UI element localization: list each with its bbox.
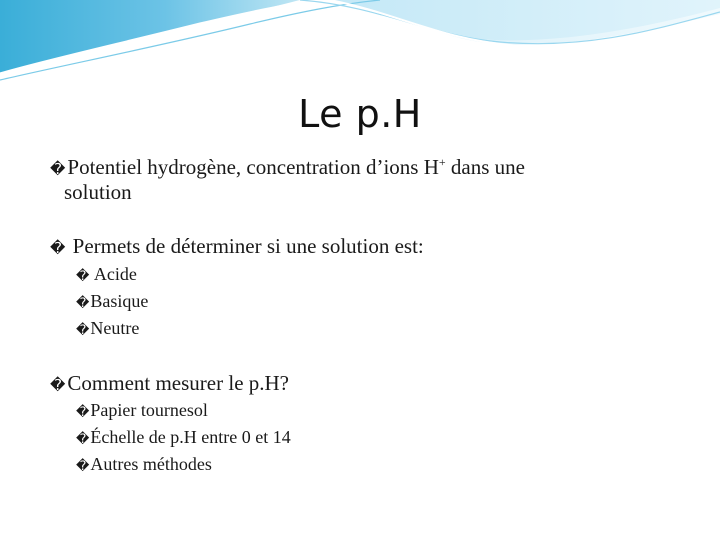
bullet-text: Permets de déterminer si une solution est: — [72, 234, 424, 258]
sub-bullet-neutre — [76, 318, 139, 341]
bullet-text-after: dans une — [450, 155, 525, 179]
bullet-text: Basique — [90, 291, 149, 311]
sub-bullet-acide — [76, 264, 137, 287]
bullet-text: Potentiel hydrogène, concentration d’ions H — [67, 155, 439, 179]
slide-title: Le p.H — [298, 92, 422, 136]
sub-bullet-echelle-ph — [76, 427, 291, 450]
bullet-text-continuation: solution — [64, 180, 132, 204]
bullet-permets-de-determiner — [50, 235, 424, 260]
sub-bullet-papier-tournesol — [76, 400, 208, 423]
bullet-glyph-icon: � — [76, 296, 90, 311]
bullet-text: Neutre — [90, 318, 140, 338]
bullet-glyph-icon: � — [76, 405, 90, 420]
superscript-plus: + — [438, 155, 446, 169]
bullet-text: Papier tournesol — [90, 400, 208, 420]
bullet-text: Autres méthodes — [90, 454, 212, 474]
bullet-glyph-icon: � — [50, 160, 66, 178]
bullet-glyph-icon: � — [76, 323, 90, 338]
sub-bullet-autres-methodes — [76, 454, 212, 477]
bullet-text: Acide — [93, 264, 137, 284]
bullet-glyph-icon: � — [50, 376, 66, 394]
bullet-glyph-icon: � — [76, 459, 90, 474]
bullet-text: Comment mesurer le p.H? — [67, 371, 289, 395]
header-wave-decoration — [0, 0, 720, 90]
bullet-glyph-icon: � — [76, 269, 90, 284]
bullet-glyph-icon: � — [50, 239, 66, 257]
sub-bullet-basique — [76, 291, 148, 314]
bullet-comment-mesurer — [50, 372, 289, 397]
bullet-glyph-icon: � — [76, 432, 90, 447]
bullet-potentiel-hydrogene — [50, 156, 670, 204]
bullet-text: Échelle de p.H entre 0 et 14 — [90, 427, 291, 447]
